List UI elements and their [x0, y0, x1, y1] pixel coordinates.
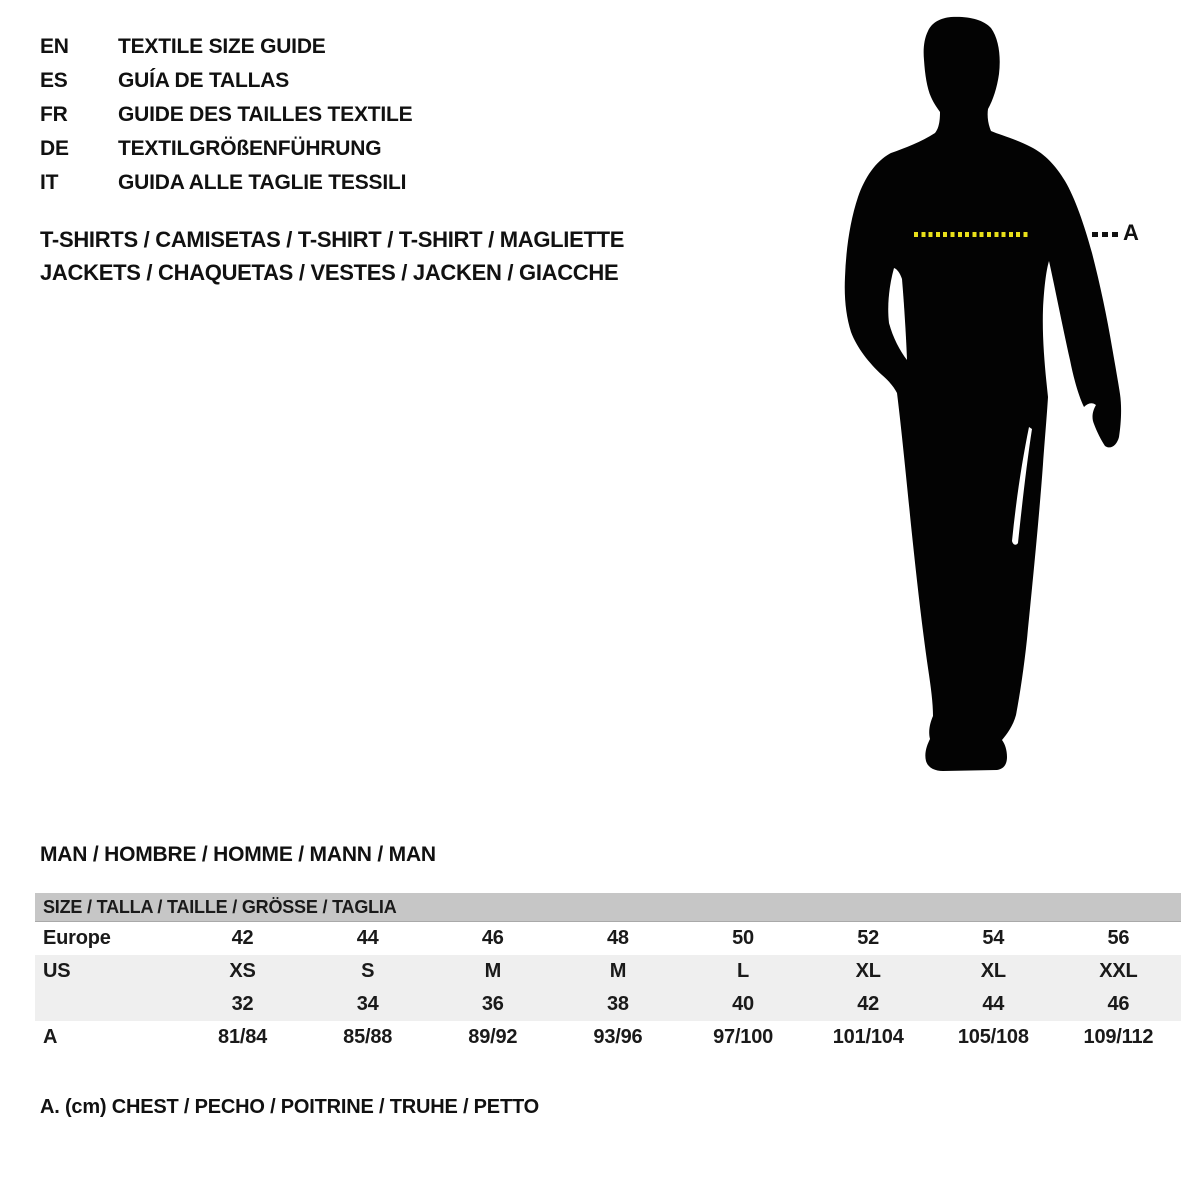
- table-cell: 40: [732, 993, 754, 1015]
- product-line-jackets: JACKETS / CHAQUETAS / VESTES / JACKEN / GIACCHE: [40, 260, 619, 285]
- table-cell: 52: [857, 927, 880, 949]
- table-cell: 42: [231, 927, 254, 949]
- table-cell: 101/104: [832, 1026, 904, 1048]
- size-table-header: SIZE / TALLA / TAILLE / GRÖSSE / TAGLIA: [35, 893, 1181, 922]
- table-row-europe: [35, 922, 1181, 955]
- chest-measure-dotted-line: [914, 232, 1031, 237]
- language-row-fr: [40, 98, 412, 132]
- table-cell: 44: [982, 993, 1005, 1015]
- language-code: DE: [40, 137, 69, 160]
- table-cell: 50: [732, 927, 754, 949]
- size-table: [35, 893, 1181, 1054]
- row-label: A: [43, 1026, 58, 1048]
- table-cell: XXL: [1099, 960, 1138, 982]
- table-cell: 46: [481, 927, 504, 949]
- language-label: GUIDA ALLE TAGLIE TESSILI: [118, 171, 407, 194]
- measurement-footnote: A. (cm) CHEST / PECHO / POITRINE / TRUHE / PETTO: [40, 1096, 539, 1118]
- table-row-numeric: [35, 988, 1181, 1021]
- table-cell: XL: [980, 960, 1006, 982]
- table-cell: 56: [1107, 927, 1130, 949]
- language-code: EN: [40, 35, 69, 58]
- table-cell: 38: [607, 993, 629, 1015]
- language-label: GUÍA DE TALLAS: [118, 69, 290, 92]
- language-row-it: [40, 166, 412, 200]
- product-line-tshirts: T-SHIRTS / CAMISETAS / T-SHIRT / T-SHIRT / MAGLIETTE: [40, 227, 625, 252]
- table-cell: 105/108: [957, 1026, 1029, 1048]
- table-cell: 44: [356, 927, 379, 949]
- language-code: IT: [40, 171, 59, 194]
- table-row-us: [35, 955, 1181, 988]
- table-cell: 89/92: [468, 1026, 518, 1048]
- table-row-chest-a: [35, 1021, 1181, 1054]
- table-cell: 85/88: [343, 1026, 393, 1048]
- table-cell: L: [737, 960, 750, 982]
- language-code: ES: [40, 69, 68, 92]
- language-code: FR: [40, 103, 68, 126]
- table-cell: 34: [356, 993, 379, 1015]
- row-label: Europe: [43, 927, 111, 949]
- table-cell: XS: [229, 960, 256, 982]
- measure-leader-dashes: [1092, 232, 1119, 237]
- language-row-es: [40, 64, 412, 98]
- man-silhouette-path: [845, 17, 1121, 771]
- table-cell: 32: [231, 993, 254, 1015]
- table-cell: M: [484, 960, 502, 982]
- table-cell: 36: [481, 993, 504, 1015]
- measure-letter-a: A: [1123, 220, 1139, 245]
- language-row-de: [40, 132, 412, 166]
- table-cell: 81/84: [218, 1026, 268, 1048]
- language-label: TEXTILE SIZE GUIDE: [118, 35, 326, 58]
- table-cell: 109/112: [1083, 1026, 1154, 1048]
- table-cell: 93/96: [593, 1026, 643, 1048]
- table-cell: 97/100: [713, 1026, 774, 1048]
- section-heading-man: MAN / HOMBRE / HOMME / MANN / MAN: [40, 843, 436, 866]
- man-silhouette: [838, 12, 1130, 776]
- language-label: GUIDE DES TAILLES TEXTILE: [118, 103, 413, 126]
- table-cell: M: [609, 960, 627, 982]
- row-label: US: [43, 960, 71, 982]
- language-row-en: [40, 30, 412, 64]
- product-categories: [40, 223, 624, 289]
- table-cell: 42: [857, 993, 880, 1015]
- table-cell: 54: [982, 927, 1005, 949]
- table-cell: XL: [855, 960, 881, 982]
- language-label: TEXTILGRÖßENFÜHRUNG: [118, 137, 382, 160]
- table-cell: S: [361, 960, 375, 982]
- table-cell: 48: [607, 927, 629, 949]
- language-list: [40, 30, 412, 200]
- table-cell: 46: [1107, 993, 1130, 1015]
